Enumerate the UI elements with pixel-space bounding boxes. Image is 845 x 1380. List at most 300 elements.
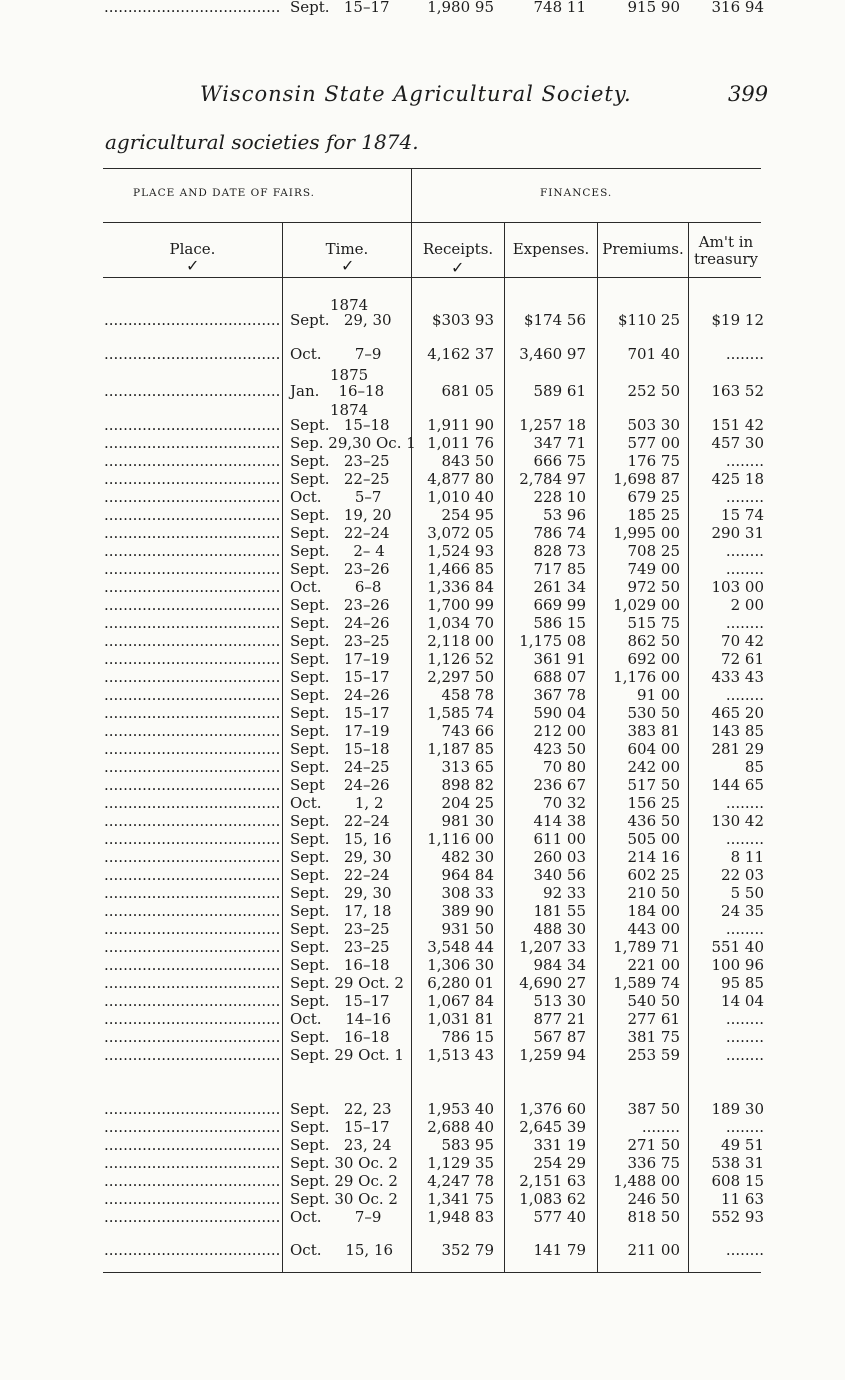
receipts-cell: 204 25	[441, 794, 494, 812]
treasury-cell: ........	[725, 1118, 764, 1136]
year-label: 1874	[330, 296, 369, 314]
expenses-cell: 2,645 39	[519, 1118, 586, 1136]
expenses-cell: 361 91	[533, 650, 586, 668]
treasury-cell: 49 51	[721, 1136, 764, 1154]
place-name	[104, 796, 280, 811]
receipts-cell: 352 79	[441, 1241, 494, 1259]
group-rule	[103, 222, 761, 223]
premiums-cell: 515 75	[627, 614, 680, 632]
place-cell	[104, 347, 280, 362]
place-name	[104, 976, 280, 991]
place-cell	[104, 384, 280, 399]
place-name	[104, 670, 280, 685]
place-cell	[104, 436, 280, 451]
receipts-cell: $303 93	[431, 311, 494, 329]
receipts-cell: 1,031 81	[427, 1010, 494, 1028]
premiums-cell: 1,698 87	[613, 470, 680, 488]
premiums-cell: 1,589 74	[613, 974, 680, 992]
treasury-cell: 24 35	[721, 902, 764, 920]
treasury-cell: ........	[725, 452, 764, 470]
premiums-cell: 679 25	[627, 488, 680, 506]
expenses-cell: 261 34	[533, 578, 586, 596]
receipts-cell: 1,010 40	[427, 488, 494, 506]
treasury-cell: 15 74	[721, 506, 764, 524]
treasury-cell: 11 63	[721, 1190, 764, 1208]
expenses-cell: 331 19	[533, 1136, 586, 1154]
premiums-cell: 253 59	[627, 1046, 680, 1064]
expenses-cell: 2,151 63	[519, 1172, 586, 1190]
place-name	[104, 454, 280, 469]
treasury-cell: 457 30	[711, 434, 764, 452]
treasury-cell: 14 04	[721, 992, 764, 1010]
expenses-cell: 488 30	[533, 920, 586, 938]
time-cell: Sept. 22, 23	[290, 1100, 392, 1118]
treasury-cell: 551 40	[711, 938, 764, 956]
place-cell	[104, 1012, 280, 1027]
place-cell	[104, 508, 280, 523]
receipts-cell: 1,129 35	[427, 1154, 494, 1172]
column-header-treasury	[689, 234, 763, 267]
expenses-cell: 367 78	[533, 686, 586, 704]
place-name	[104, 580, 280, 595]
place-name	[104, 850, 280, 865]
treasury-cell: ........	[725, 920, 764, 938]
treasury-cell: 316 94	[711, 0, 764, 16]
time-cell: Sept. 15–17	[290, 668, 390, 686]
place-cell	[104, 1138, 280, 1153]
premiums-cell: ........	[641, 1118, 680, 1136]
place-name	[104, 634, 280, 649]
column-header-expenses: Expenses.	[512, 240, 590, 258]
receipts-cell: 1,187 85	[427, 740, 494, 758]
premiums-cell: 818 50	[627, 1208, 680, 1226]
checkmark-icon: ✓	[186, 256, 200, 275]
place-cell	[104, 490, 280, 505]
premiums-cell: 915 90	[627, 0, 680, 16]
time-cell: Sept. 17–19	[290, 650, 390, 668]
expenses-cell: 1,257 18	[519, 416, 586, 434]
place-cell	[104, 1048, 280, 1063]
receipts-cell: 458 78	[441, 686, 494, 704]
place-cell	[104, 1156, 280, 1171]
receipts-cell: 254 95	[441, 506, 494, 524]
place-cell	[104, 886, 280, 901]
premiums-cell: 708 25	[627, 542, 680, 560]
receipts-cell: 1,700 99	[427, 596, 494, 614]
expenses-cell: 260 03	[533, 848, 586, 866]
place-name	[104, 598, 280, 613]
time-cell: Sept. 29, 30	[290, 848, 392, 866]
treasury-cell: 95 85	[721, 974, 764, 992]
receipts-cell: 1,948 83	[427, 1208, 494, 1226]
expenses-cell: 1,175 08	[519, 632, 586, 650]
treasury-cell: ........	[725, 488, 764, 506]
receipts-cell: 964 84	[441, 866, 494, 884]
treasury-cell: ........	[725, 686, 764, 704]
place-cell	[104, 0, 280, 15]
time-cell: Oct. 15, 16	[290, 1241, 394, 1259]
place-cell	[104, 580, 280, 595]
place-cell	[104, 616, 280, 631]
premiums-cell: 210 50	[627, 884, 680, 902]
time-cell: Sept. 15–17	[290, 1118, 390, 1136]
expenses-cell: 577 40	[533, 1208, 586, 1226]
place-name	[104, 724, 280, 739]
place-name	[104, 562, 280, 577]
premiums-cell: 530 50	[627, 704, 680, 722]
place-cell	[104, 472, 280, 487]
receipts-cell: 2,297 50	[427, 668, 494, 686]
place-cell	[104, 742, 280, 757]
place-name	[104, 490, 280, 505]
receipts-cell: 3,072 05	[427, 524, 494, 542]
time-cell: Sept. 15, 16	[290, 830, 392, 848]
expenses-cell: 1,259 94	[519, 1046, 586, 1064]
col-divider	[282, 222, 283, 1272]
time-cell: Sept. 16–18	[290, 956, 390, 974]
premiums-cell: 692 00	[627, 650, 680, 668]
treasury-cell: 85	[744, 758, 764, 776]
column-header-premiums: Premiums.	[602, 240, 684, 258]
time-cell: Sept. 23–26	[290, 596, 390, 614]
receipts-cell: 1,911 90	[427, 416, 494, 434]
treasury-cell: 103 00	[711, 578, 764, 596]
place-cell	[104, 814, 280, 829]
receipts-cell: 786 15	[441, 1028, 494, 1046]
treasury-cell: 552 93	[711, 1208, 764, 1226]
year-label: 1875	[330, 366, 369, 384]
premiums-cell: 184 00	[627, 902, 680, 920]
receipts-cell: 482 30	[441, 848, 494, 866]
treasury-cell: 100 96	[711, 956, 764, 974]
treasury-cell: ........	[725, 1028, 764, 1046]
expenses-cell: 3,460 97	[519, 345, 586, 363]
time-cell: Sept. 30 Oc. 2	[290, 1190, 398, 1208]
time-cell: Sept. 22–24	[290, 866, 390, 884]
premiums-cell: 1,029 00	[613, 596, 680, 614]
place-cell	[104, 994, 280, 1009]
place-name	[104, 940, 280, 955]
treasury-cell: 5 50	[730, 884, 764, 902]
place-cell	[104, 958, 280, 973]
receipts-cell: 2,688 40	[427, 1118, 494, 1136]
premiums-cell: 602 25	[627, 866, 680, 884]
place-name	[104, 760, 280, 775]
expenses-cell: 236 67	[533, 776, 586, 794]
receipts-cell: 1,011 76	[427, 434, 494, 452]
place-cell	[104, 670, 280, 685]
place-cell	[104, 724, 280, 739]
receipts-cell: 6,280 01	[427, 974, 494, 992]
premiums-cell: 1,789 71	[613, 938, 680, 956]
expenses-cell: 1,207 33	[519, 938, 586, 956]
expenses-cell: 1,376 60	[519, 1100, 586, 1118]
time-cell: Sept. 15–17	[290, 704, 390, 722]
expenses-cell: 53 96	[543, 506, 586, 524]
expenses-cell: 589 61	[533, 382, 586, 400]
expenses-cell: 567 87	[533, 1028, 586, 1046]
expenses-cell: 423 50	[533, 740, 586, 758]
expenses-cell: 141 79	[533, 1241, 586, 1259]
time-cell: Sept. 23, 24	[290, 1136, 392, 1154]
time-cell: Sept. 23–25	[290, 938, 390, 956]
expenses-cell: 4,690 27	[519, 974, 586, 992]
premiums-cell: $110 25	[617, 311, 680, 329]
receipts-cell: 2,118 00	[427, 632, 494, 650]
column-header-time: Time.	[325, 240, 369, 258]
premiums-cell: 387 50	[627, 1100, 680, 1118]
receipts-cell: 313 65	[441, 758, 494, 776]
place-name	[104, 832, 280, 847]
time-cell: Sept. 17–19	[290, 722, 390, 740]
checkmark-icon: ✓	[451, 258, 465, 277]
place-cell	[104, 1120, 280, 1135]
treasury-cell: ........	[725, 1010, 764, 1028]
place-name	[104, 526, 280, 541]
place-cell	[104, 1192, 280, 1207]
treasury-cell: 8 11	[730, 848, 764, 866]
expenses-cell: 717 85	[533, 560, 586, 578]
treasury-cell: 151 42	[711, 416, 764, 434]
time-cell: Sept. 19, 20	[290, 506, 392, 524]
time-cell: Sept. 23–25	[290, 452, 390, 470]
place-name	[104, 706, 280, 721]
receipts-cell: 3,548 44	[427, 938, 494, 956]
place-name	[104, 1102, 280, 1117]
treasury-cell: 608 15	[711, 1172, 764, 1190]
premiums-cell: 749 00	[627, 560, 680, 578]
premiums-cell: 443 00	[627, 920, 680, 938]
bottom-rule	[103, 1272, 761, 1273]
receipts-cell: 843 50	[441, 452, 494, 470]
treasury-cell: 538 31	[711, 1154, 764, 1172]
treasury-header-line: Am't in	[698, 233, 754, 251]
treasury-cell: 70 42	[721, 632, 764, 650]
place-cell	[104, 778, 280, 793]
premiums-cell: 701 40	[627, 345, 680, 363]
time-cell: Oct. 1, 2	[290, 794, 384, 812]
place-cell	[104, 922, 280, 937]
place-cell	[104, 652, 280, 667]
expenses-cell: 984 34	[533, 956, 586, 974]
receipts-cell: 1,306 30	[427, 956, 494, 974]
place-name	[104, 778, 280, 793]
place-name	[104, 1156, 280, 1171]
place-name	[104, 508, 280, 523]
place-name	[104, 472, 280, 487]
premiums-cell: 862 50	[627, 632, 680, 650]
group-header-finances: FINANCES.	[540, 187, 613, 199]
expenses-cell: 347 71	[533, 434, 586, 452]
expenses-cell: 688 07	[533, 668, 586, 686]
place-cell	[104, 1243, 280, 1258]
time-cell: Sept. 2– 4	[290, 542, 385, 560]
treasury-cell: 144 65	[711, 776, 764, 794]
expenses-cell: 669 99	[533, 596, 586, 614]
treasury-cell: 281 29	[711, 740, 764, 758]
treasury-cell: 425 18	[711, 470, 764, 488]
time-cell: Sept. 29 Oc. 2	[290, 1172, 398, 1190]
time-cell: Sept. 23–26	[290, 560, 390, 578]
receipts-cell: 1,524 93	[427, 542, 494, 560]
premiums-cell: 381 75	[627, 1028, 680, 1046]
premiums-cell: 242 00	[627, 758, 680, 776]
place-name	[104, 742, 280, 757]
receipts-cell: 1,466 85	[427, 560, 494, 578]
time-cell: Sept. 24–25	[290, 758, 390, 776]
expenses-cell: 611 00	[533, 830, 586, 848]
treasury-cell: 163 52	[711, 382, 764, 400]
premiums-cell: 577 00	[627, 434, 680, 452]
treasury-cell: 143 85	[711, 722, 764, 740]
place-name	[104, 1030, 280, 1045]
place-name	[104, 868, 280, 883]
time-cell: Sept. 23–25	[290, 632, 390, 650]
time-cell: Oct. 7–9	[290, 345, 382, 363]
treasury-cell: ........	[725, 560, 764, 578]
place-cell	[104, 706, 280, 721]
premiums-cell: 972 50	[627, 578, 680, 596]
receipts-cell: 931 50	[441, 920, 494, 938]
treasury-cell: 22 03	[721, 866, 764, 884]
premiums-cell: 517 50	[627, 776, 680, 794]
time-cell: Sept. 23–25	[290, 920, 390, 938]
place-name	[104, 1192, 280, 1207]
running-header: Wisconsin State Agricultural Society.	[200, 82, 632, 106]
place-name	[104, 1243, 280, 1258]
expenses-cell: 92 33	[543, 884, 586, 902]
place-name	[104, 652, 280, 667]
place-name	[104, 688, 280, 703]
receipts-cell: 898 82	[441, 776, 494, 794]
premiums-cell: 1,176 00	[613, 668, 680, 686]
place-name	[104, 1120, 280, 1135]
receipts-cell: 308 33	[441, 884, 494, 902]
premiums-cell: 156 25	[627, 794, 680, 812]
expenses-cell: 212 00	[533, 722, 586, 740]
page-number: 399	[728, 82, 769, 106]
expenses-cell: 70 80	[543, 758, 586, 776]
place-cell	[104, 598, 280, 613]
place-cell	[104, 1174, 280, 1189]
place-cell	[104, 1102, 280, 1117]
place-cell	[104, 796, 280, 811]
premiums-cell: 383 81	[627, 722, 680, 740]
time-cell: Sept. 24–26	[290, 686, 390, 704]
time-cell: Sept. 15–18	[290, 740, 390, 758]
year-label: 1874	[330, 401, 369, 419]
column-header-receipts: Receipts.	[422, 240, 494, 258]
treasury-cell: ........	[725, 1241, 764, 1259]
treasury-cell: ........	[725, 1046, 764, 1064]
treasury-cell: ........	[725, 830, 764, 848]
premiums-cell: 246 50	[627, 1190, 680, 1208]
place-cell	[104, 562, 280, 577]
time-cell: Oct. 14–16	[290, 1010, 392, 1028]
treasury-header-line: treasury	[693, 249, 759, 268]
expenses-cell: 786 74	[533, 524, 586, 542]
expenses-cell: 828 73	[533, 542, 586, 560]
treasury-cell: ........	[725, 614, 764, 632]
receipts-cell: 1,126 52	[427, 650, 494, 668]
expenses-cell: 70 32	[543, 794, 586, 812]
premiums-cell: 1,995 00	[613, 524, 680, 542]
time-cell: Sept. 22–25	[290, 470, 390, 488]
receipts-cell: 4,877 80	[427, 470, 494, 488]
time-cell: Sept 24–26	[290, 776, 390, 794]
treasury-cell: $19 12	[711, 311, 764, 329]
premiums-cell: 1,488 00	[613, 1172, 680, 1190]
premiums-cell: 277 61	[627, 1010, 680, 1028]
premiums-cell: 604 00	[627, 740, 680, 758]
treasury-cell: ........	[725, 794, 764, 812]
receipts-cell: 981 30	[441, 812, 494, 830]
expenses-cell: $174 56	[523, 311, 586, 329]
place-name	[104, 1174, 280, 1189]
group-header-place-date: PLACE AND DATE OF FAIRS.	[133, 187, 316, 199]
time-cell: Sept. 29, 30	[290, 311, 392, 329]
place-name	[104, 384, 280, 399]
place-cell	[104, 688, 280, 703]
place-name	[104, 1138, 280, 1153]
place-name	[104, 922, 280, 937]
receipts-cell: 4,162 37	[427, 345, 494, 363]
treasury-cell: 290 31	[711, 524, 764, 542]
expenses-cell: 513 30	[533, 992, 586, 1010]
premiums-cell: 436 50	[627, 812, 680, 830]
place-name	[104, 347, 280, 362]
time-cell: Sept. 29, 30	[290, 884, 392, 902]
place-cell	[104, 868, 280, 883]
place-name	[104, 616, 280, 631]
treasury-cell: 2 00	[730, 596, 764, 614]
receipts-cell: 1,513 43	[427, 1046, 494, 1064]
premiums-cell: 221 00	[627, 956, 680, 974]
expenses-cell: 586 15	[533, 614, 586, 632]
premiums-cell: 91 00	[637, 686, 680, 704]
receipts-cell: 1,980 95	[427, 0, 494, 16]
place-cell	[104, 526, 280, 541]
place-name	[104, 313, 280, 328]
treasury-cell: 465 20	[711, 704, 764, 722]
table-subtitle: agricultural societies for 1874.	[105, 130, 419, 154]
expenses-cell: 666 75	[533, 452, 586, 470]
receipts-cell: 743 66	[441, 722, 494, 740]
place-cell	[104, 940, 280, 955]
expenses-cell: 1,083 62	[519, 1190, 586, 1208]
expenses-cell: 748 11	[533, 0, 586, 16]
receipts-cell: 1,034 70	[427, 614, 494, 632]
time-cell: Sept. 15–18	[290, 416, 390, 434]
receipts-cell: 1,585 74	[427, 704, 494, 722]
time-cell: Sept. 30 Oc. 2	[290, 1154, 398, 1172]
receipts-cell: 389 90	[441, 902, 494, 920]
expenses-cell: 2,784 97	[519, 470, 586, 488]
receipts-cell: 583 95	[441, 1136, 494, 1154]
expenses-cell: 877 21	[533, 1010, 586, 1028]
expenses-cell: 340 56	[533, 866, 586, 884]
treasury-cell: 433 43	[711, 668, 764, 686]
place-name	[104, 958, 280, 973]
place-cell	[104, 544, 280, 559]
receipts-cell: 1,953 40	[427, 1100, 494, 1118]
checkmark-icon: ✓	[341, 256, 355, 275]
treasury-cell: ........	[725, 542, 764, 560]
time-cell: Sept. 24–26	[290, 614, 390, 632]
place-name	[104, 0, 280, 15]
receipts-cell: 1,116 00	[427, 830, 494, 848]
time-cell: Sept. 22–24	[290, 524, 390, 542]
